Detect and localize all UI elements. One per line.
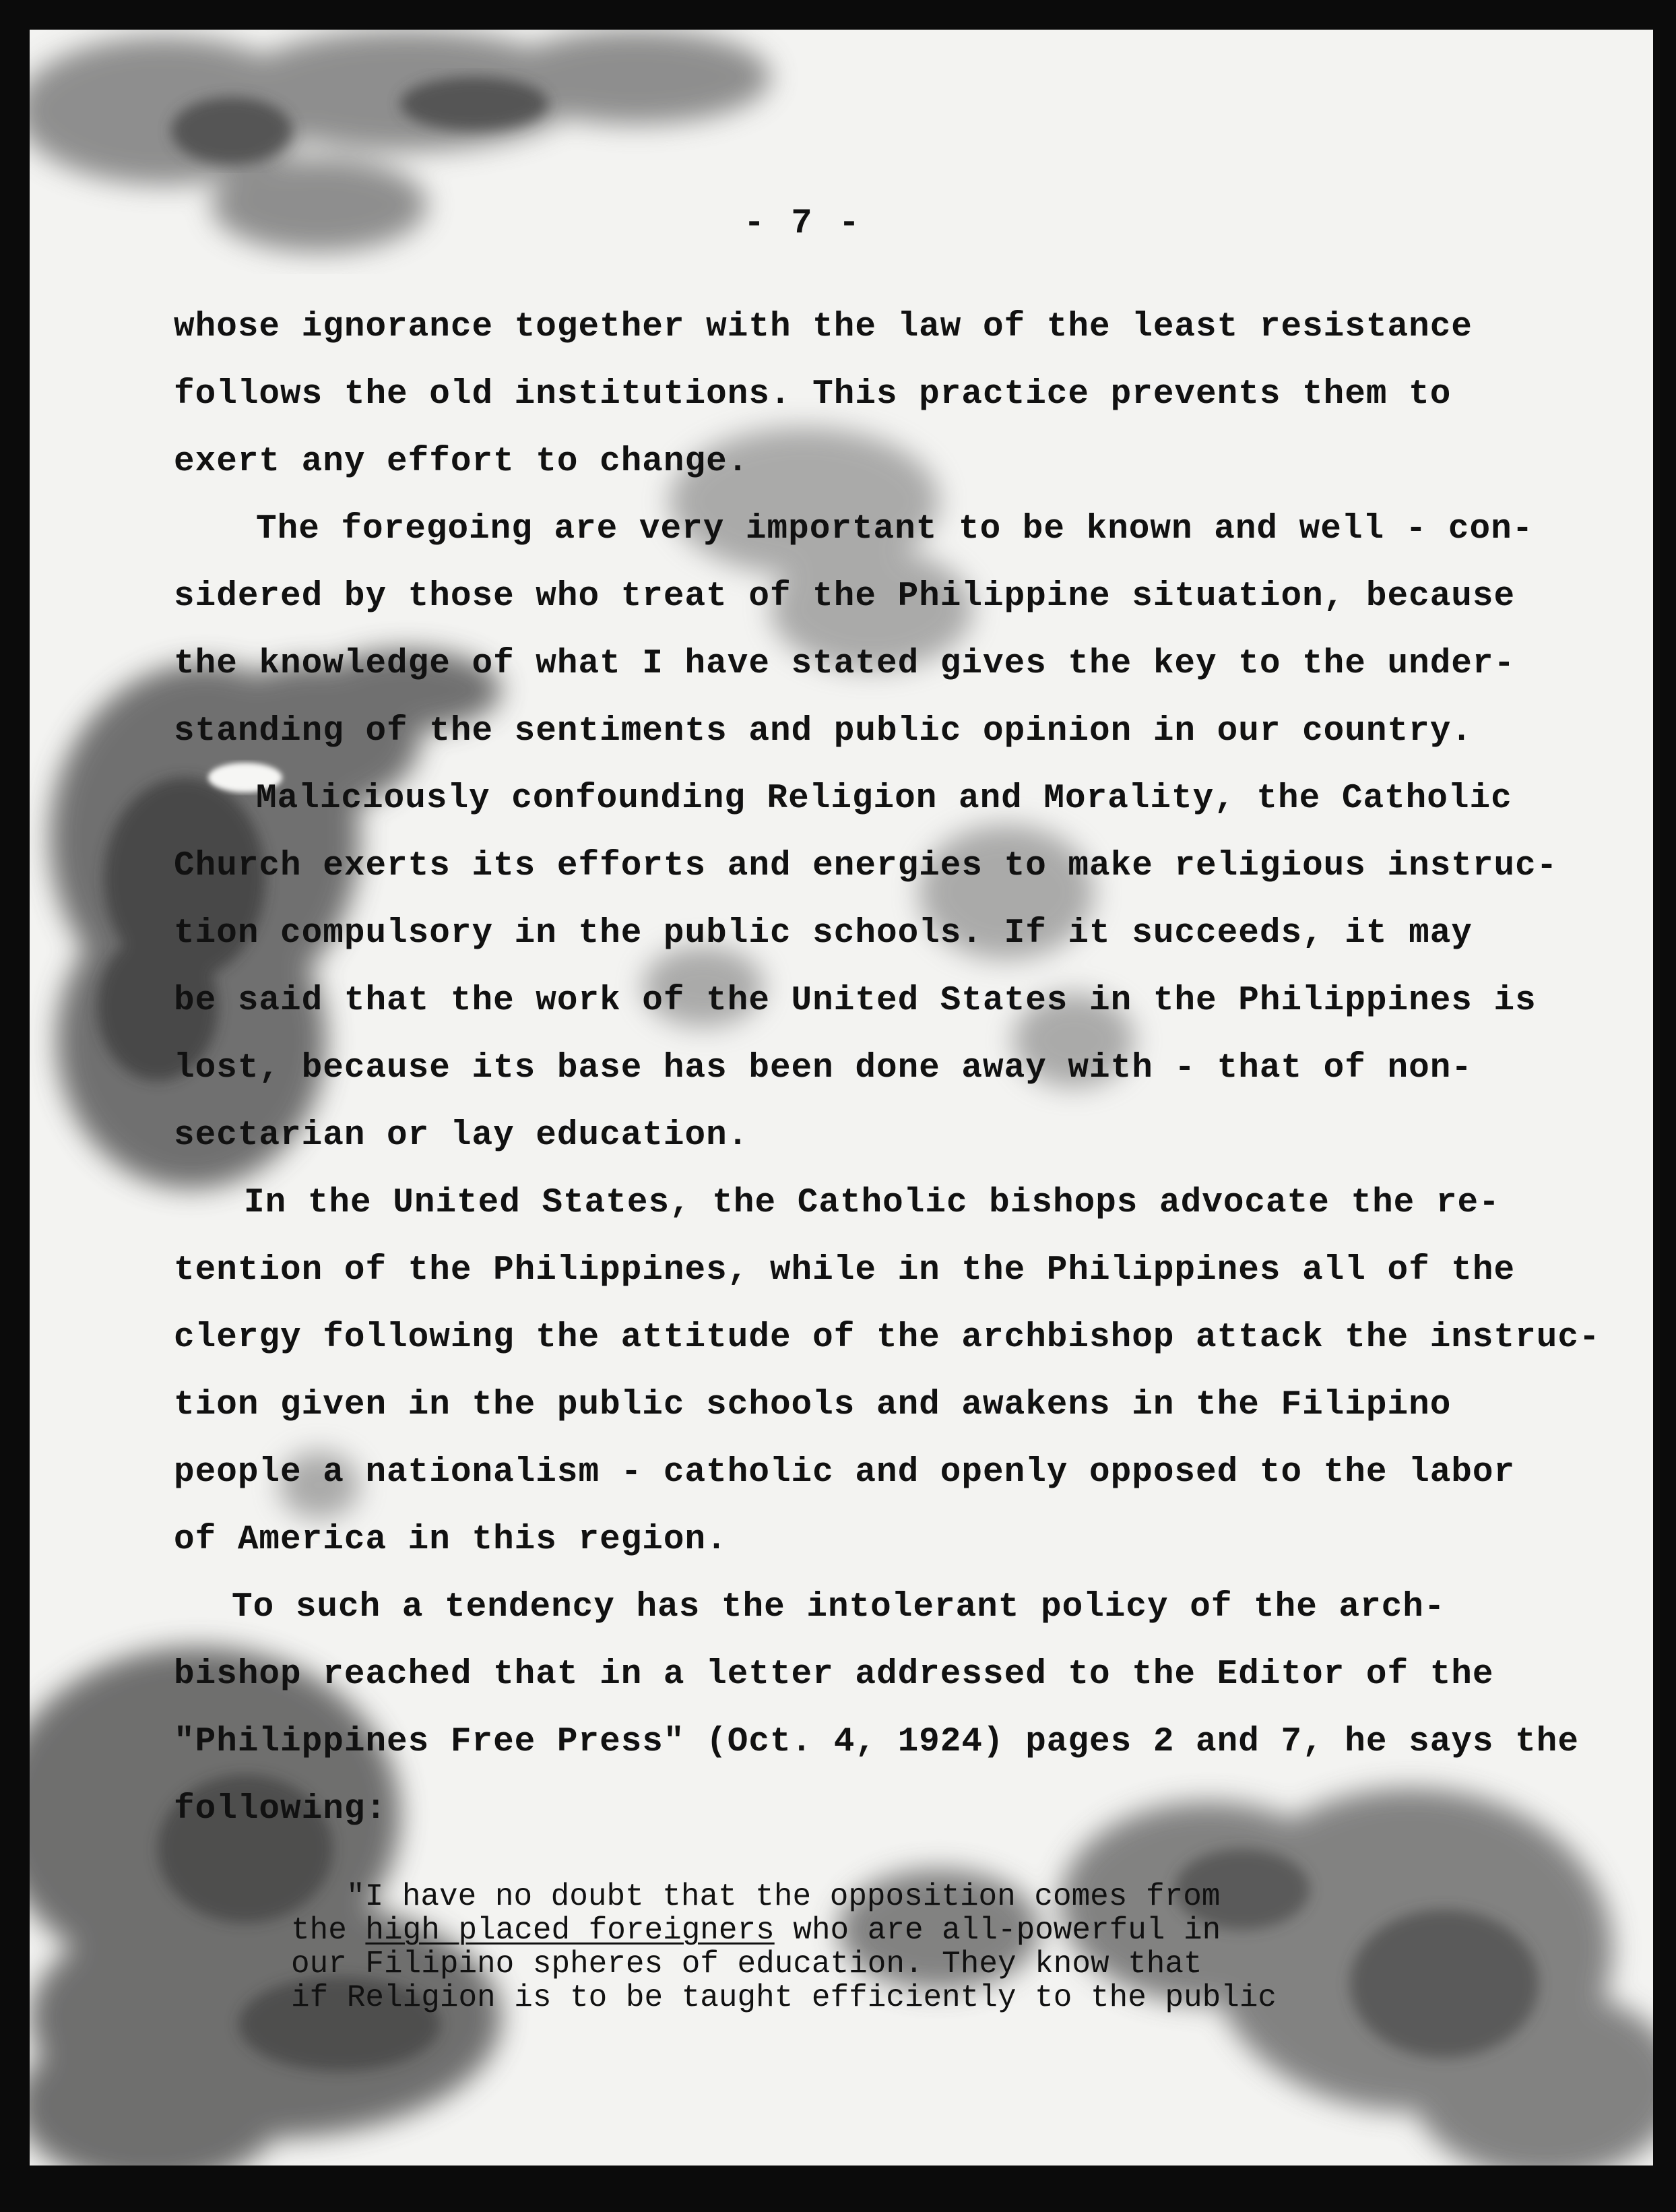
page-number: - 7 - xyxy=(744,203,863,243)
quote-text: who are all-powerful in xyxy=(774,1913,1221,1948)
body-line: of America in this region. xyxy=(174,1521,728,1559)
quote-line xyxy=(291,1913,1221,1948)
document-text xyxy=(30,30,1653,2166)
body-line: Church exerts its efforts and energies to make religious instruc- xyxy=(174,847,1558,885)
body-line: tion given in the public schools and awakens in the Filipino xyxy=(174,1386,1452,1424)
body-line: following: xyxy=(174,1790,387,1829)
document-page xyxy=(30,30,1653,2166)
body-line: sectarian or lay education. xyxy=(174,1116,749,1155)
body-line: people a nationalism - catholic and openly opposed to the labor xyxy=(174,1453,1516,1492)
body-line: "Philippines Free Press" (Oct. 4, 1924) pages 2 and 7, he says the xyxy=(174,1723,1579,1761)
body-line: lost, because its base has been done away with - that of non- xyxy=(174,1049,1473,1087)
body-line: In the United States, the Catholic bishops advocate the re- xyxy=(244,1184,1500,1222)
body-line: standing of the sentiments and public opinion in our country. xyxy=(174,712,1473,751)
underlined-phrase: high placed foreigners xyxy=(365,1913,775,1948)
body-line: The foregoing are very important to be known and well - con- xyxy=(256,510,1534,548)
body-line: clergy following the attitude of the archbishop attack the instruc- xyxy=(174,1319,1601,1357)
body-line: be said that the work of the United States in the Philippines is xyxy=(174,982,1537,1020)
quote-line: if Religion is to be taught efficiently to the public xyxy=(291,1980,1277,2015)
body-line: tention of the Philippines, while in the Philippines all of the xyxy=(174,1251,1516,1290)
body-line: exert any effort to change. xyxy=(174,443,749,481)
body-line: To such a tendency has the intolerant policy of the arch- xyxy=(232,1588,1446,1626)
body-line: Maliciously confounding Religion and Morality, the Catholic xyxy=(256,780,1512,818)
quote-line: "I have no doubt that the opposition comes from xyxy=(346,1879,1221,1914)
body-line: the knowledge of what I have stated gives the key to the under- xyxy=(174,645,1516,683)
body-line: bishop reached that in a letter addressed to the Editor of the xyxy=(174,1655,1494,1694)
body-line: whose ignorance together with the law of the least resistance xyxy=(174,308,1473,346)
body-line: sidered by those who treat of the Philippine situation, because xyxy=(174,577,1516,616)
quote-text: the xyxy=(291,1913,366,1948)
body-line: tion compulsory in the public schools. If it succeeds, it may xyxy=(174,914,1473,953)
quote-line: our Filipino spheres of education. They know that xyxy=(291,1947,1202,1982)
body-line: follows the old institutions. This practice prevents them to xyxy=(174,375,1452,414)
